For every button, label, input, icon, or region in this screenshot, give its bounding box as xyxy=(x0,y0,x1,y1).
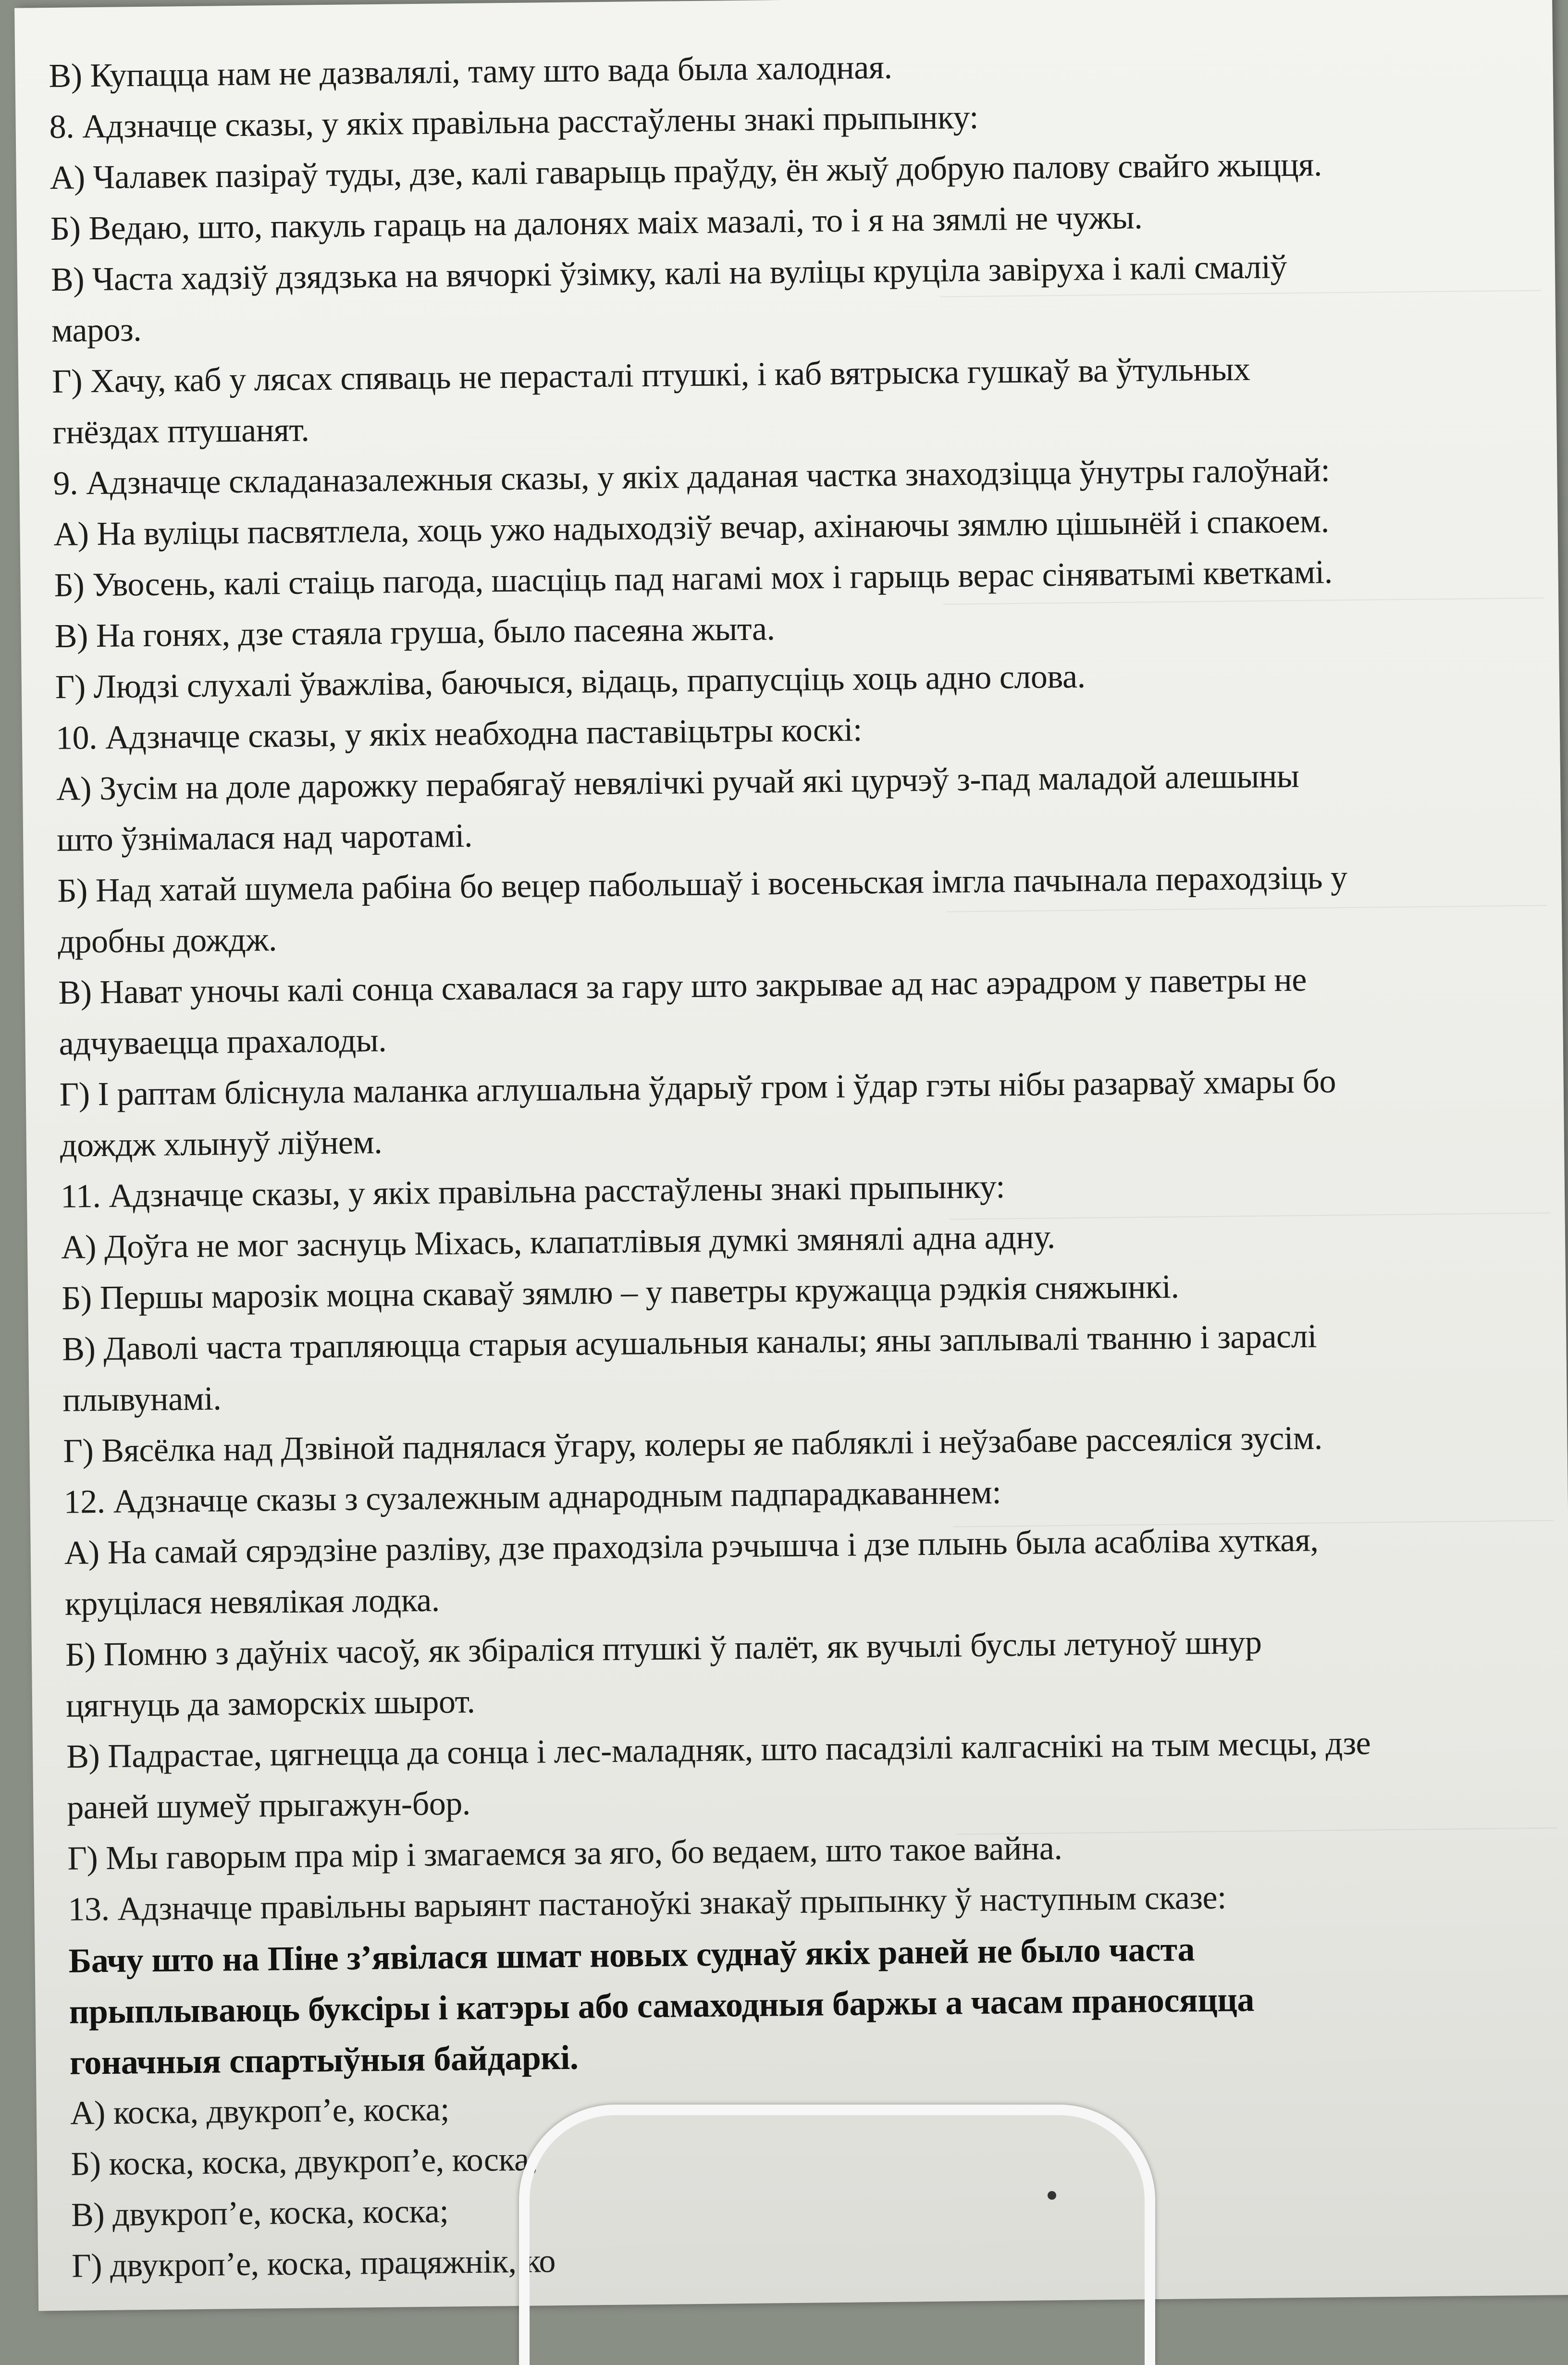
exam-sheet xyxy=(14,0,1568,2311)
answer-option: Б) Помню з даўніх часоў, як збіраліся птушкі ў палёт, як вучылі буслы летуноў шнур xyxy=(65,1624,1262,1674)
question-heading: 10. Адзначце сказы, у якіх неабходна паставіцьтры коскі: xyxy=(55,711,863,757)
text-line: дробны дождж. xyxy=(58,921,277,961)
text-line: цягнуць да заморскіх шырот. xyxy=(65,1683,475,1724)
answer-option: Б) коска, коска, двукроп’е, коска; xyxy=(70,2141,538,2183)
answer-option: А) коска, двукроп’е, коска; xyxy=(70,2091,450,2132)
text-line: гнёздах птушанят. xyxy=(52,411,309,451)
answer-option: Б) Увосень, калі стаіць пагода, шасціць пад нагамі мох і гарыць верас сіняватымі кветкамі. xyxy=(54,554,1333,604)
text-line: круцілася невялікая лодка. xyxy=(64,1581,440,1623)
answer-option: Г) Людзі слухалі ўважліва, баючыся, відаць, прапусціць хоць адно слова. xyxy=(55,658,1086,706)
stand-screw xyxy=(1048,2191,1056,2200)
answer-option: Г) Мы гаворым пра мір і змагаемся за яго, бо ведаем, што такое вайна. xyxy=(67,1830,1062,1877)
paper-stand xyxy=(519,2105,1155,2365)
question-heading: 13. Адзначце правільны варыянт пастаноўкі знакаў прыпынку ў наступным сказе: xyxy=(68,1879,1227,1928)
answer-option: Г) Хачу, каб у лясах спяваць не перасталі птушкі, і каб вятрыска гушкаў ва ўтульных xyxy=(51,350,1250,400)
question-text xyxy=(49,36,1543,2292)
text-line: што ўзнімалася над чаротамі. xyxy=(56,817,473,859)
example-sentence: Бачу што на Піне з’явілася шмат новых суднаў якіх раней не было часта xyxy=(68,1930,1195,1980)
text-line: мароз. xyxy=(51,311,142,349)
answer-option: В) Даволі часта трапляюцца старыя асушальныя каналы; яны заплывалі тванню і зараслі xyxy=(62,1318,1317,1368)
answer-option: А) На самай сярэдзіне разліву, дзе праходзіла рэчышча і дзе плынь была асабліва хуткая, xyxy=(64,1521,1319,1572)
answer-option: В) Часта хадзіў дзядзька на вячоркі ўзімку, калі на вуліцы круціла завіруха і калі смаліў xyxy=(50,248,1287,298)
answer-option: В) Нават уночы калі сонца схавалася за гару што закрывае ад нас аэрадром у паветры не xyxy=(58,961,1307,1011)
question-heading: 12. Адзначце сказы з сузалежным аднародным падпарадкаваннем: xyxy=(63,1474,1001,1521)
example-sentence: прыплываюць буксіры і катэры або самаходныя баржы а часам праносяцца xyxy=(69,1980,1255,2031)
answer-option: В) двукроп’е, коска, коска; xyxy=(71,2193,449,2234)
text-line: раней шумеў прыгажун-бор. xyxy=(66,1785,471,1826)
answer-option: А) Чалавек пазіраў туды, дзе, калі гаварыць праўду, ён жыў добрую палову свайго жыцця. xyxy=(49,146,1322,197)
answer-option: Б) Першы марозік моцна скаваў зямлю – у паветры кружацца рэдкія сняжынкі. xyxy=(61,1268,1179,1317)
answer-option: Г) двукроп’е, коска, працяжнік, ко xyxy=(71,2242,556,2285)
question-heading: 9. Адзначце складаназалежныя сказы, у якіх даданая частка знаходзіцца ўнутры галоўнай: xyxy=(53,452,1330,502)
answer-option: А) На вуліцы пасвятлела, хоць ужо надыходзіў вечар, ахінаючы зямлю цішынёй і спакоем. xyxy=(53,503,1330,553)
answer-option: В) Падрастае, цягнецца да сонца і лес-маладняк, што пасадзілі калгаснікі на тым месцы, дзе xyxy=(66,1724,1371,1775)
question-heading: 8. Адзначце сказы, у якіх правільна расстаўлены знакі прыпынку: xyxy=(49,99,979,146)
answer-option: Г) І раптам бліснула маланка аглушальна ўдарыў гром і ўдар гэты нібы разарваў хмары бо xyxy=(59,1063,1336,1113)
example-sentence: гоначныя спартыўныя байдаркі. xyxy=(69,2038,579,2082)
answer-option: А) Зусім на доле дарожку перабягаў невялічкі ручай які цурчэў з-пад маладой алешыны xyxy=(56,757,1299,808)
answer-option: В) На гонях, дзе стаяла груша, было пасеяна жыта. xyxy=(54,610,775,655)
answer-option: Б) Ведаю, што, пакуль гараць на далонях маіх мазалі, то і я на зямлі не чужы. xyxy=(50,199,1143,247)
answer-option: А) Доўга не мог заснуць Міхась, клапатлівыя думкі змянялі адна адну. xyxy=(61,1219,1056,1266)
answer-option: Г) Вясёлка над Дзвіной паднялася ўгару, колеры яе пабляклі і неўзабаве рассеяліся зусім. xyxy=(63,1419,1323,1470)
text-line: адчуваецца прахалоды. xyxy=(59,1022,387,1062)
text-line: дождж хлынуў ліўнем. xyxy=(60,1123,383,1164)
question-heading: 11. Адзначце сказы, у якіх правільна расстаўлены знакі прыпынку: xyxy=(60,1168,1005,1215)
text-line: В) Купацца нам не дазвалялі, таму што вада была халодная. xyxy=(49,49,892,95)
text-line: плывунамі. xyxy=(62,1380,222,1419)
answer-option: Б) Над хатай шумела рабіна бо вецер пабольшаў і восеньская імгла пачынала пераходзіць у xyxy=(57,859,1347,910)
